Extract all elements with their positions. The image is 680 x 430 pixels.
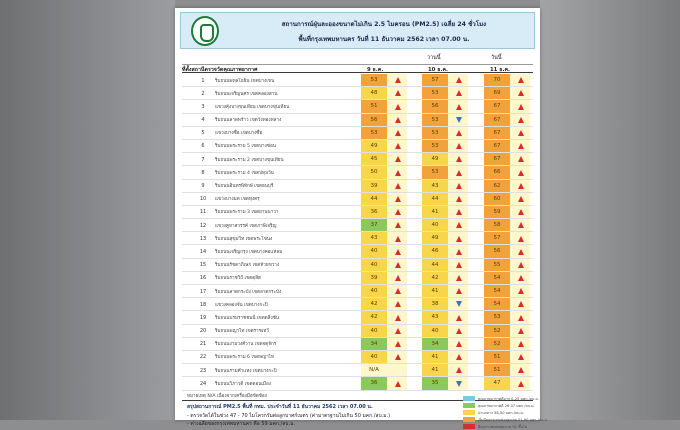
row-number: 9 bbox=[201, 183, 205, 189]
date-column-2: 10 ธ.ค. bbox=[428, 67, 449, 73]
pm25-value-day2: 44 bbox=[422, 193, 448, 205]
table-row bbox=[182, 140, 533, 153]
pm25-value-day2: 40 bbox=[422, 219, 448, 231]
station-name: ริมถนนพระราม 6 เขตพญาไท bbox=[215, 355, 274, 361]
trend-arrow-icon bbox=[518, 222, 524, 228]
row-number: 23 bbox=[199, 367, 207, 374]
table-row bbox=[182, 100, 533, 113]
station-name: ริมถนนพระราม 3 เขตยานนาวา bbox=[215, 210, 279, 216]
pm25-value-day1: 48 bbox=[361, 87, 387, 99]
pm25-value-day2: 53 bbox=[422, 87, 448, 99]
pm25-value-day1: 43 bbox=[361, 232, 387, 244]
pm25-value-day1: 45 bbox=[361, 153, 387, 165]
pm25-value-day3: 52 bbox=[484, 325, 510, 337]
pm25-value-day3: 52 bbox=[484, 338, 510, 350]
legend bbox=[463, 395, 548, 430]
trend-arrow-icon bbox=[456, 288, 462, 294]
pm25-value-day2: 53 bbox=[422, 127, 448, 139]
row-number: 12 bbox=[199, 222, 207, 229]
today-label: วันนี้ bbox=[491, 55, 502, 61]
trend-arrow-icon bbox=[518, 275, 524, 281]
date-column-1: 9 ธ.ค. bbox=[367, 67, 384, 73]
pm25-value-day3: 67 bbox=[484, 114, 510, 126]
row-number: 1 bbox=[201, 77, 205, 84]
station-name: ริมถนนพญาไท เขตราชเทวี bbox=[215, 329, 269, 335]
trend-arrow-icon bbox=[395, 156, 401, 162]
trend-arrow-icon bbox=[518, 130, 524, 136]
trend-arrow-icon bbox=[456, 341, 462, 347]
table-row bbox=[182, 338, 533, 351]
pm25-value-day1: 37 bbox=[361, 219, 387, 231]
trend-arrow-icon bbox=[456, 262, 462, 268]
pm25-value-day2: 41 bbox=[422, 351, 448, 363]
pm25-value-day3: 70 bbox=[484, 74, 510, 86]
trend-arrow-icon bbox=[395, 381, 401, 387]
video-background-right bbox=[540, 0, 680, 420]
trend-arrow-icon bbox=[456, 104, 462, 110]
pm25-value-day2: 34 bbox=[422, 338, 448, 350]
table-row bbox=[182, 127, 533, 140]
pm25-value-day3: 69 bbox=[484, 87, 510, 99]
pm25-value-day2: 35 bbox=[422, 377, 448, 389]
table-row bbox=[182, 153, 533, 166]
row-number: 18 bbox=[199, 301, 207, 308]
table-row bbox=[182, 180, 533, 193]
trend-arrow-icon bbox=[456, 328, 462, 334]
trend-arrow-icon bbox=[395, 301, 401, 307]
pm25-value-day1: 42 bbox=[361, 311, 387, 323]
legend-item bbox=[463, 395, 539, 402]
pm25-value-day1: 36 bbox=[361, 206, 387, 218]
station-table bbox=[182, 74, 533, 391]
trend-arrow-icon bbox=[456, 315, 462, 321]
station-name: ริมถนนบรมราชชนนี เขตตลิ่งชัน bbox=[215, 315, 279, 321]
row-number: 21 bbox=[199, 341, 207, 348]
report-subtitle: พื้นที่กรุงเทพมหานคร วันที่ 11 ธันวาคม 2562 เวลา 07.00 น. bbox=[298, 36, 470, 43]
station-name: ริมถนนพหลโยธิน เขตบางเขน bbox=[215, 78, 275, 84]
trend-arrow-icon bbox=[518, 354, 524, 360]
trend-arrow-icon bbox=[456, 222, 462, 228]
pm25-value-day1: 49 bbox=[361, 140, 387, 152]
row-number: 4 bbox=[201, 117, 205, 124]
station-name: ริมถนนเจริญกรุง เขตบางคอแหลม bbox=[215, 249, 283, 255]
table-row bbox=[182, 325, 533, 338]
table-row bbox=[182, 219, 533, 232]
pm25-value-day3: 51 bbox=[484, 364, 510, 376]
bma-logo-icon bbox=[191, 16, 219, 46]
table-row bbox=[182, 364, 533, 377]
row-number: 24 bbox=[199, 380, 207, 387]
trend-arrow-icon bbox=[456, 90, 462, 96]
pm25-value-day3: 54 bbox=[484, 272, 510, 284]
table-row bbox=[182, 245, 533, 258]
trend-arrow-icon bbox=[395, 222, 401, 228]
station-name: ริมถนนราชวิถี เขตดุสิต bbox=[215, 276, 262, 282]
legend-label: มีผลกระทบต่อสุขภาพ 91 ขึ้นไป bbox=[478, 425, 528, 429]
row-number: 17 bbox=[199, 288, 207, 295]
summary-average: - ค่าเฉลี่ยของกรุงเทพมหานคร คือ 59 มคก./ลบ.ม. bbox=[187, 421, 295, 427]
trend-arrow-icon bbox=[395, 104, 401, 110]
pm25-value-day1: 34 bbox=[361, 338, 387, 350]
station-name: แขวงบางมด เขตทุ่งครุ bbox=[215, 197, 260, 203]
pm25-value-day2: 42 bbox=[422, 272, 448, 284]
summary-title: สรุปสถานการณ์ PM2.5 พื้นที่ กทม. ประจำวันที่ 11 ธันวาคม 2562 เวลา 07.00 น. bbox=[187, 404, 373, 410]
station-name: แขวงคูหาสวรรค์ เขตภาษีเจริญ bbox=[215, 223, 277, 229]
trend-arrow-icon bbox=[518, 143, 524, 149]
trend-arrow-icon bbox=[395, 315, 401, 321]
row-number: 22 bbox=[199, 354, 207, 361]
table-row bbox=[182, 377, 533, 390]
pm25-value-day1: 42 bbox=[361, 298, 387, 310]
trend-arrow-icon bbox=[395, 77, 401, 83]
pm25-value-day3: 62 bbox=[484, 180, 510, 192]
table-row bbox=[182, 311, 533, 324]
station-name: ริมถนนวิภาวดี เขตดอนเมือง bbox=[215, 381, 271, 387]
pm25-value-day1: 39 bbox=[361, 272, 387, 284]
trend-arrow-icon bbox=[518, 315, 524, 321]
table-row bbox=[182, 74, 533, 87]
pm25-value-day2: 40 bbox=[422, 325, 448, 337]
pm25-value-day1: 40 bbox=[361, 245, 387, 257]
pm25-value-day2: 41 bbox=[422, 285, 448, 297]
legend-item bbox=[463, 416, 548, 423]
legend-label: คุณภาพอากาศดีมาก 0-25 มคก./ลบ.ม. bbox=[478, 397, 539, 401]
row-number: 13 bbox=[199, 235, 207, 242]
trend-arrow-icon bbox=[518, 77, 524, 83]
trend-arrow-icon bbox=[518, 170, 524, 176]
station-name: ริมถนนลาดพร้าว เขตวังทองหลาง bbox=[215, 118, 282, 124]
trend-arrow-icon bbox=[395, 130, 401, 136]
station-name: ริมถนนรามคำแหง เขตบางกะปิ bbox=[215, 368, 277, 374]
legend-swatch bbox=[463, 403, 475, 408]
station-name: แขวงคลองจั่น เขตบางกะปิ bbox=[215, 302, 268, 308]
pm25-value-day2: 43 bbox=[422, 180, 448, 192]
trend-arrow-icon bbox=[456, 183, 462, 189]
station-name: ริมถนนพระราม 2 เขตบางขุนเทียน bbox=[215, 157, 284, 163]
pm25-value-day3: 67 bbox=[484, 100, 510, 112]
pm25-value-day1: 40 bbox=[361, 259, 387, 271]
trend-arrow-icon bbox=[395, 341, 401, 347]
legend-swatch bbox=[463, 410, 475, 415]
row-number: 8 bbox=[201, 169, 205, 176]
trend-arrow-icon bbox=[518, 104, 524, 110]
trend-arrow-icon bbox=[518, 249, 524, 255]
trend-arrow-icon bbox=[456, 381, 462, 387]
station-name: ริมถนนพระราม 5 เขตบางซ่อน bbox=[215, 144, 276, 150]
pm25-value-day2: 57 bbox=[422, 74, 448, 86]
trend-arrow-icon bbox=[395, 117, 401, 123]
pm25-value-day3: 66 bbox=[484, 166, 510, 178]
trend-arrow-icon bbox=[395, 328, 401, 334]
trend-arrow-icon bbox=[456, 156, 462, 162]
table-row bbox=[182, 272, 533, 285]
trend-arrow-icon bbox=[518, 236, 524, 242]
pm25-value-day3: 67 bbox=[484, 127, 510, 139]
trend-arrow-icon bbox=[395, 275, 401, 281]
trend-arrow-icon bbox=[395, 249, 401, 255]
row-number: 2 bbox=[201, 90, 205, 97]
trend-arrow-icon bbox=[395, 183, 401, 189]
table-row bbox=[182, 166, 533, 179]
trend-arrow-icon bbox=[518, 156, 524, 162]
row-number: 3 bbox=[201, 103, 205, 110]
row-number: 6 bbox=[201, 143, 205, 150]
table-row bbox=[182, 193, 533, 206]
table-row bbox=[182, 298, 533, 311]
trend-arrow-icon bbox=[518, 288, 524, 294]
trend-arrow-icon bbox=[456, 236, 462, 242]
pm25-value-day3: 59 bbox=[484, 206, 510, 218]
legend-item bbox=[463, 402, 535, 409]
trend-arrow-icon bbox=[395, 262, 401, 268]
pm25-report-document bbox=[175, 8, 548, 429]
trend-arrow-icon bbox=[395, 196, 401, 202]
trend-arrow-icon bbox=[456, 77, 462, 83]
row-number: 19 bbox=[199, 314, 207, 321]
trend-arrow-icon bbox=[456, 367, 462, 373]
pm25-value-day3: 51 bbox=[484, 351, 510, 363]
pm25-value-day3: 55 bbox=[484, 259, 510, 271]
trend-arrow-icon bbox=[395, 288, 401, 294]
trend-arrow-icon bbox=[395, 209, 401, 215]
table-row bbox=[182, 285, 533, 298]
trend-arrow-icon bbox=[456, 117, 462, 123]
trend-arrow-icon bbox=[518, 90, 524, 96]
pm25-value-day2: 38 bbox=[422, 298, 448, 310]
trend-arrow-icon bbox=[518, 367, 524, 373]
pm25-value-day2: 53 bbox=[422, 114, 448, 126]
pm25-value-day3: 56 bbox=[484, 245, 510, 257]
legend-label: ปานกลาง 38-50 มคก./ลบ.ม. bbox=[478, 411, 525, 415]
trend-arrow-icon bbox=[456, 209, 462, 215]
table-note: หมายเหตุ N/A เนื่องจากเครื่องมือขัดข้อง bbox=[187, 394, 267, 399]
pm25-value-day1: 36 bbox=[361, 377, 387, 389]
pm25-value-day1: 40 bbox=[361, 325, 387, 337]
trend-arrow-icon bbox=[518, 183, 524, 189]
pm25-value-day1: 53 bbox=[361, 127, 387, 139]
station-name: แขวงบางซื่อ เขตบางซื่อ bbox=[215, 131, 263, 137]
pm25-value-day2: 53 bbox=[422, 166, 448, 178]
legend-swatch bbox=[463, 417, 475, 422]
pm25-value-day1: 44 bbox=[361, 193, 387, 205]
trend-arrow-icon bbox=[518, 262, 524, 268]
station-name: ริมถนนพระราม 4 เขตปทุมวัน bbox=[215, 170, 274, 176]
pm25-value-day1: N/A bbox=[369, 367, 379, 374]
pm25-value-day2: 41 bbox=[422, 206, 448, 218]
trend-arrow-icon bbox=[395, 90, 401, 96]
row-number: 5 bbox=[201, 130, 205, 137]
summary-range: - ตรวจวัดได้ในช่วง 47 - 70 ไมโครกรัมต่อลูกบาศก์เมตร (ค่ามาตรฐานไม่เกิน 50 มคก./ลบ.ม.) bbox=[187, 413, 391, 419]
station-name: ริมถนนเจริญนคร เขตคลองสาน bbox=[215, 91, 278, 97]
trend-arrow-icon bbox=[518, 341, 524, 347]
pm25-value-day3: 67 bbox=[484, 140, 510, 152]
report-header bbox=[180, 12, 535, 49]
station-name: ริมถนนรัชดาภิเษก เขตห้วยขวาง bbox=[215, 263, 280, 269]
trend-arrow-icon bbox=[395, 354, 401, 360]
pm25-value-day1: 51 bbox=[361, 100, 387, 112]
trend-arrow-icon bbox=[395, 236, 401, 242]
station-name: ริมถนนสุขุมวิท เขตพระโขนง bbox=[215, 236, 273, 242]
pm25-value-day3: 67 bbox=[484, 153, 510, 165]
legend-label: คุณภาพอากาศดี 26-37 มคก./ลบ.ม. bbox=[478, 404, 535, 408]
row-number: 20 bbox=[199, 328, 207, 335]
table-row bbox=[182, 206, 533, 219]
table-row bbox=[182, 87, 533, 100]
row-number: 7 bbox=[201, 156, 205, 163]
legend-label: เริ่มมีผลกระทบต่อสุขภาพ 51-90 มคก./ลบ.ม. bbox=[478, 418, 548, 422]
table-row bbox=[182, 351, 533, 364]
pm25-value-day2: 49 bbox=[422, 153, 448, 165]
trend-arrow-icon bbox=[456, 143, 462, 149]
trend-arrow-icon bbox=[518, 209, 524, 215]
legend-swatch bbox=[463, 396, 475, 401]
legend-item bbox=[463, 423, 529, 430]
pm25-value-day2: 53 bbox=[422, 140, 448, 152]
row-number: 14 bbox=[199, 248, 207, 255]
pm25-value-day1: 53 bbox=[361, 74, 387, 86]
table-row bbox=[182, 232, 533, 245]
row-number: 16 bbox=[199, 275, 207, 282]
trend-arrow-icon bbox=[456, 249, 462, 255]
date-column-3: 11 ธ.ค. bbox=[490, 67, 511, 73]
pm25-value-day1: 56 bbox=[361, 114, 387, 126]
pm25-value-day1: 39 bbox=[361, 180, 387, 192]
pm25-value-day1: 50 bbox=[361, 166, 387, 178]
table-row bbox=[182, 114, 533, 127]
trend-arrow-icon bbox=[456, 170, 462, 176]
pm25-value-day2: 49 bbox=[422, 232, 448, 244]
pm25-value-day2: 43 bbox=[422, 311, 448, 323]
row-number: 10 bbox=[199, 196, 207, 203]
video-background-left bbox=[0, 0, 175, 420]
station-name: ริมถนนลาดกระบัง เขตลาดกระบัง bbox=[215, 289, 282, 295]
pm25-value-day3: 47 bbox=[484, 377, 510, 389]
trend-arrow-icon bbox=[456, 354, 462, 360]
pm25-value-day2: 46 bbox=[422, 245, 448, 257]
trend-arrow-icon bbox=[456, 275, 462, 281]
pm25-value-day3: 57 bbox=[484, 232, 510, 244]
trend-arrow-icon bbox=[456, 130, 462, 136]
pm25-value-day3: 54 bbox=[484, 298, 510, 310]
pm25-value-day1: 40 bbox=[361, 351, 387, 363]
pm25-value-day2: 41 bbox=[422, 364, 448, 376]
trend-arrow-icon bbox=[456, 301, 462, 307]
row-number: 11 bbox=[199, 209, 207, 216]
pm25-value-day3: 60 bbox=[484, 193, 510, 205]
table-row bbox=[182, 259, 533, 272]
trend-arrow-icon bbox=[518, 117, 524, 123]
legend-swatch bbox=[463, 424, 475, 429]
station-name: ริมถนนงามวงศ์วาน เขตจตุจักร bbox=[215, 342, 277, 348]
trend-arrow-icon bbox=[395, 143, 401, 149]
trend-arrow-icon bbox=[518, 196, 524, 202]
pm25-value-day1: 40 bbox=[361, 285, 387, 297]
trend-arrow-icon bbox=[395, 170, 401, 176]
trend-arrow-icon bbox=[456, 196, 462, 202]
trend-arrow-icon bbox=[518, 328, 524, 334]
station-column-header: ที่ตั้งสถานีตรวจวัดคุณภาพอากาศ bbox=[182, 67, 258, 73]
table-header bbox=[182, 64, 533, 73]
pm25-value-day2: 56 bbox=[422, 100, 448, 112]
pm25-value-day3: 58 bbox=[484, 219, 510, 231]
trend-arrow-icon bbox=[518, 381, 524, 387]
row-number: 15 bbox=[199, 262, 207, 269]
legend-item bbox=[463, 409, 529, 416]
pm25-value-day3: 53 bbox=[484, 311, 510, 323]
pm25-value-day2: 44 bbox=[422, 259, 448, 271]
station-name: แขวงคุ้งบางขุนเทียน เขตบางขุนเทียน bbox=[215, 104, 290, 110]
report-title: สถานการณ์ฝุ่นละอองขนาดไม่เกิน 2.5 ไมครอน (PM2.5) เฉลี่ย 24 ชั่วโมง bbox=[281, 21, 487, 28]
station-name: ริมถนนอินทรพิทักษ์ เขตธนบุรี bbox=[215, 184, 274, 189]
pm25-value-day3: 54 bbox=[484, 285, 510, 297]
trend-arrow-icon bbox=[518, 301, 524, 307]
yesterday-label: วานนี้ bbox=[427, 55, 441, 61]
